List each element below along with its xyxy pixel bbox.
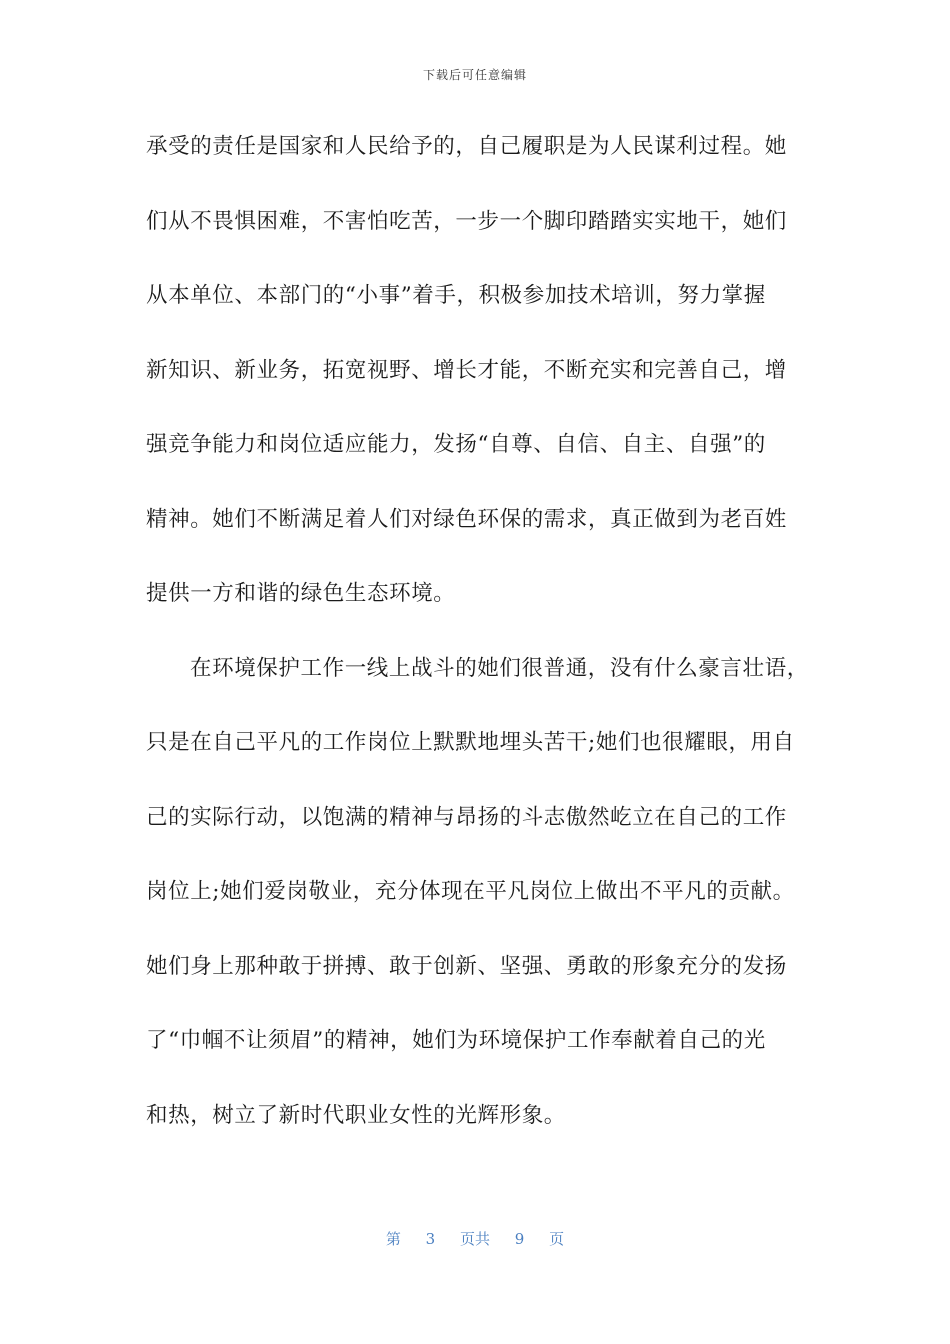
text-line: 只是在自己平凡的工作岗位上默默地埋头苦干;她们也很耀眼，用自: [146, 730, 795, 755]
total-pages-number: 9: [514, 1230, 525, 1248]
page-footer: [0, 1228, 950, 1249]
current-page-number: 3: [425, 1230, 436, 1248]
text-line: 承受的责任是国家和人民给予的，自己履职是为人民谋利过程。她: [146, 134, 787, 159]
text-line: 提供一方和谐的绿色生态环境。: [146, 581, 456, 606]
text-line: 和热，树立了新时代职业女性的光辉形象。: [146, 1102, 566, 1128]
text-line: 从本单位、本部门的“小事”着手，积极参加技术培训，努力掌握: [146, 283, 766, 308]
page-suffix: 页: [549, 1230, 565, 1248]
page-prefix: 第: [385, 1230, 401, 1248]
page-header: [0, 66, 950, 83]
text-line: 们从不畏惧困难，不害怕吃苦，一步一个脚印踏踏实实地干，她们: [146, 208, 787, 234]
page-mid: 页共: [459, 1230, 490, 1248]
text-line: 精神。她们不断满足着人们对绿色环保的需求，真正做到为老百姓: [146, 506, 787, 532]
text-line: 强竞争能力和岗位适应能力，发扬“自尊、自信、自主、自强”的: [146, 432, 766, 457]
document-body: [146, 116, 809, 1159]
header-note: 下载后可任意编辑: [422, 68, 527, 82]
text-line: 新知识、新业务，拓宽视野、增长才能，不断充实和完善自己，增: [146, 357, 787, 383]
text-line: 己的实际行动，以饱满的精神与昂扬的斗志傲然屹立在自己的工作: [146, 804, 787, 830]
paragraph-start-line: 在环境保护工作一线上战斗的她们很普通，没有什么豪言壮语，: [190, 655, 809, 681]
text-line: 她们身上那种敢于拼搏、敢于创新、坚强、勇敢的形象充分的发扬: [146, 953, 787, 979]
text-line: 岗位上;她们爱岗敬业，充分体现在平凡岗位上做出不平凡的贡献。: [146, 879, 795, 904]
text-line: 了“巾帼不让须眉”的精神，她们为环境保护工作奉献着自己的光: [146, 1028, 766, 1053]
